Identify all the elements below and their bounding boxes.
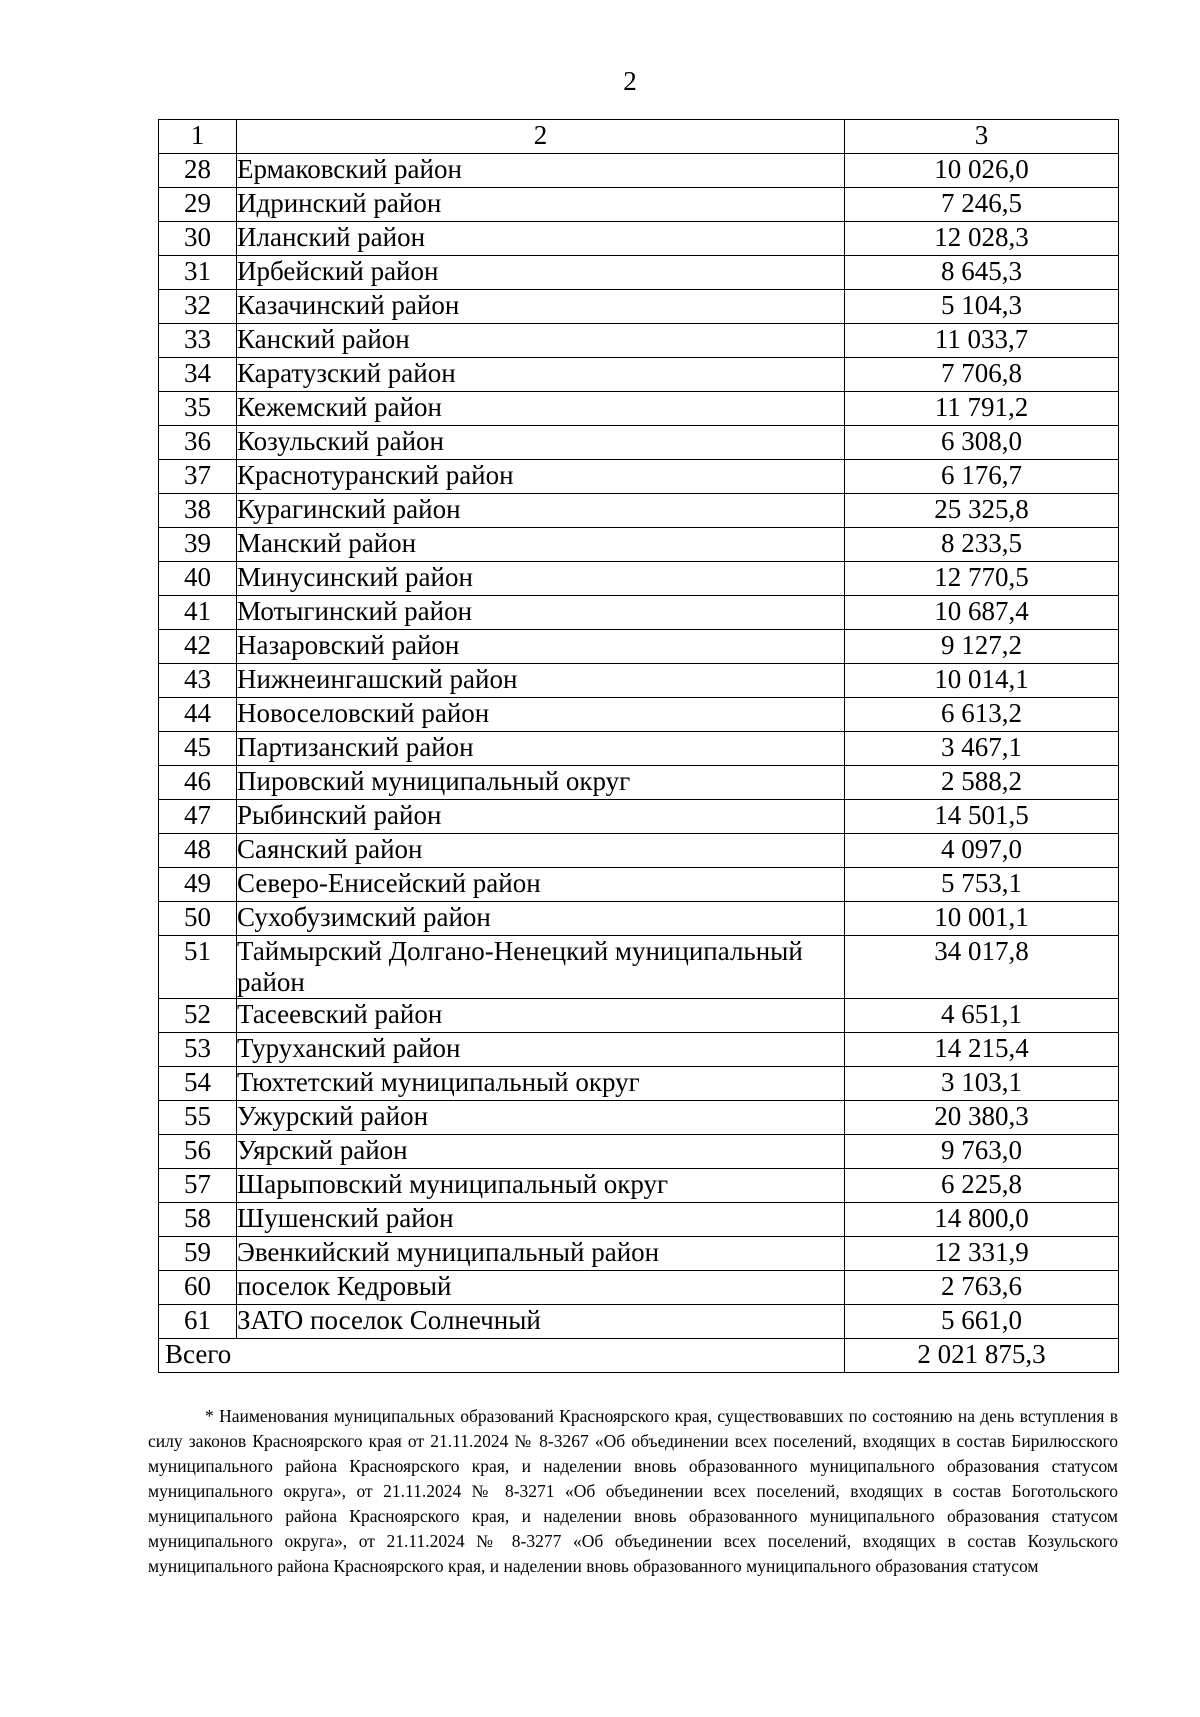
table-row: [159, 1101, 1119, 1135]
table-row: [159, 392, 1119, 426]
row-amount: 34 017,8: [845, 936, 1119, 999]
table-row: [159, 358, 1119, 392]
row-number: 48: [159, 834, 237, 868]
table-row: [159, 426, 1119, 460]
table-body: [159, 120, 1119, 1373]
row-amount: 12 331,9: [845, 1237, 1119, 1271]
row-municipality-name: Саянский район: [237, 834, 845, 868]
row-number: 54: [159, 1067, 237, 1101]
table-row: [159, 154, 1119, 188]
row-municipality-name: Туруханский район: [237, 1033, 845, 1067]
row-amount: 14 215,4: [845, 1033, 1119, 1067]
total-row: [159, 1339, 1119, 1373]
row-municipality-name: Таймырский Долгано-Ненецкий муниципальный район: [237, 936, 845, 999]
row-number: 28: [159, 154, 237, 188]
table-row: [159, 630, 1119, 664]
row-municipality-name: Тюхтетский муниципальный округ: [237, 1067, 845, 1101]
budget-table: [158, 119, 1119, 1373]
row-number: 32: [159, 290, 237, 324]
row-number: 30: [159, 222, 237, 256]
row-number: 61: [159, 1305, 237, 1339]
row-number: 29: [159, 188, 237, 222]
row-municipality-name: Ермаковский район: [237, 154, 845, 188]
row-municipality-name: Идринский район: [237, 188, 845, 222]
row-amount: 8 645,3: [845, 256, 1119, 290]
row-number: 36: [159, 426, 237, 460]
table-row: [159, 936, 1119, 999]
row-number: 53: [159, 1033, 237, 1067]
row-amount: 5 753,1: [845, 868, 1119, 902]
row-amount: 10 014,1: [845, 664, 1119, 698]
table-row: [159, 1169, 1119, 1203]
row-municipality-name: Казачинский район: [237, 290, 845, 324]
row-number: 37: [159, 460, 237, 494]
row-amount: 14 501,5: [845, 800, 1119, 834]
page-number: 2: [623, 66, 637, 96]
row-amount: 7 706,8: [845, 358, 1119, 392]
row-amount: 3 103,1: [845, 1067, 1119, 1101]
header-col-3: 3: [845, 120, 1119, 154]
row-municipality-name: Нижнеингашский район: [237, 664, 845, 698]
row-amount: 2 588,2: [845, 766, 1119, 800]
row-amount: 10 026,0: [845, 154, 1119, 188]
row-amount: 5 104,3: [845, 290, 1119, 324]
row-number: 60: [159, 1271, 237, 1305]
row-amount: 6 225,8: [845, 1169, 1119, 1203]
row-number: 58: [159, 1203, 237, 1237]
table-row: [159, 562, 1119, 596]
row-municipality-name: Шушенский район: [237, 1203, 845, 1237]
total-amount: 2 021 875,3: [845, 1339, 1119, 1373]
row-municipality-name: Краснотуранский район: [237, 460, 845, 494]
table-row: [159, 188, 1119, 222]
row-municipality-name: Уярский район: [237, 1135, 845, 1169]
row-number: 59: [159, 1237, 237, 1271]
table-row: [159, 698, 1119, 732]
row-amount: 9 763,0: [845, 1135, 1119, 1169]
row-municipality-name: Ужурский район: [237, 1101, 845, 1135]
row-number: 51: [159, 936, 237, 999]
row-municipality-name: Северо-Енисейский район: [237, 868, 845, 902]
header-col-2: 2: [237, 120, 845, 154]
row-number: 47: [159, 800, 237, 834]
table-row: [159, 528, 1119, 562]
row-municipality-name: ЗАТО поселок Солнечный: [237, 1305, 845, 1339]
row-municipality-name: Козульский район: [237, 426, 845, 460]
table-row: [159, 494, 1119, 528]
row-municipality-name: поселок Кедровый: [237, 1271, 845, 1305]
row-number: 55: [159, 1101, 237, 1135]
row-amount: 6 613,2: [845, 698, 1119, 732]
table-row: [159, 1203, 1119, 1237]
row-number: 31: [159, 256, 237, 290]
row-municipality-name: Тасеевский район: [237, 999, 845, 1033]
row-amount: 10 001,1: [845, 902, 1119, 936]
total-label: Всего: [159, 1339, 845, 1373]
table-row: [159, 596, 1119, 630]
row-number: 34: [159, 358, 237, 392]
header-col-1: 1: [159, 120, 237, 154]
table-row: [159, 766, 1119, 800]
row-amount: 20 380,3: [845, 1101, 1119, 1135]
row-municipality-name: Каратузский район: [237, 358, 845, 392]
row-amount: 14 800,0: [845, 1203, 1119, 1237]
table-row: [159, 868, 1119, 902]
row-number: 33: [159, 324, 237, 358]
row-municipality-name: Минусинский район: [237, 562, 845, 596]
row-municipality-name: Шарыповский муниципальный округ: [237, 1169, 845, 1203]
row-amount: 12 028,3: [845, 222, 1119, 256]
row-amount: 4 097,0: [845, 834, 1119, 868]
row-amount: 6 308,0: [845, 426, 1119, 460]
row-amount: 2 763,6: [845, 1271, 1119, 1305]
row-municipality-name: Кежемский район: [237, 392, 845, 426]
row-municipality-name: Эвенкийский муниципальный район: [237, 1237, 845, 1271]
table-row: [159, 1033, 1119, 1067]
row-municipality-name: Новоселовский район: [237, 698, 845, 732]
table-row: [159, 1135, 1119, 1169]
row-amount: 4 651,1: [845, 999, 1119, 1033]
table-header-row: [159, 120, 1119, 154]
row-municipality-name: Канский район: [237, 324, 845, 358]
row-number: 40: [159, 562, 237, 596]
row-number: 50: [159, 902, 237, 936]
row-amount: 5 661,0: [845, 1305, 1119, 1339]
row-number: 41: [159, 596, 237, 630]
row-number: 38: [159, 494, 237, 528]
table-row: [159, 290, 1119, 324]
row-municipality-name: Пировский муниципальный округ: [237, 766, 845, 800]
table-row: [159, 999, 1119, 1033]
row-number: 45: [159, 732, 237, 766]
row-municipality-name: Манский район: [237, 528, 845, 562]
table-row: [159, 324, 1119, 358]
table-row: [159, 1271, 1119, 1305]
row-number: 46: [159, 766, 237, 800]
row-municipality-name: Ирбейский район: [237, 256, 845, 290]
row-number: 56: [159, 1135, 237, 1169]
row-municipality-name: Рыбинский район: [237, 800, 845, 834]
row-municipality-name: Курагинский район: [237, 494, 845, 528]
table-row: [159, 732, 1119, 766]
table-row: [159, 460, 1119, 494]
row-amount: 7 246,5: [845, 188, 1119, 222]
table-row: [159, 1067, 1119, 1101]
row-amount: 11 033,7: [845, 324, 1119, 358]
table-row: [159, 1237, 1119, 1271]
row-municipality-name: Назаровский район: [237, 630, 845, 664]
row-amount: 6 176,7: [845, 460, 1119, 494]
table-row: [159, 902, 1119, 936]
row-number: 43: [159, 664, 237, 698]
footnote: * Наименования муниципальных образований Красноярского края, существовавших по состоянию на день вступления в силу законов Красноярского края от 21.11.2024 № 8-3267 «Об объединении всех поселений, входящих в состав Бирилюсского муниципального района Красноярского края, и наделении вновь образованного муниципального образования статусом муниципального округа», от 21.11.2024 № 8-3271 «Об объединении всех поселений, входящих в состав Боготольского муниципального района Красноярского края, и наделении вновь образованного муниципального образования статусом муниципального округа», от 21.11.2024 № 8-3277 «Об объединении всех поселений, входящих в состав Козульского муниципального района Красноярского края, и наделении вновь образованного муниципального образования статусом: [148, 1406, 1118, 1576]
table-row: [159, 222, 1119, 256]
row-municipality-name: Сухобузимский район: [237, 902, 845, 936]
row-amount: 8 233,5: [845, 528, 1119, 562]
row-amount: 10 687,4: [845, 596, 1119, 630]
row-amount: 3 467,1: [845, 732, 1119, 766]
row-number: 57: [159, 1169, 237, 1203]
row-number: 52: [159, 999, 237, 1033]
row-number: 39: [159, 528, 237, 562]
table-row: [159, 1305, 1119, 1339]
row-amount: 25 325,8: [845, 494, 1119, 528]
row-number: 42: [159, 630, 237, 664]
row-municipality-name: Партизанский район: [237, 732, 845, 766]
table-row: [159, 664, 1119, 698]
row-municipality-name: Мотыгинский район: [237, 596, 845, 630]
row-amount: 11 791,2: [845, 392, 1119, 426]
row-number: 35: [159, 392, 237, 426]
row-amount: 9 127,2: [845, 630, 1119, 664]
table-row: [159, 256, 1119, 290]
table-row: [159, 800, 1119, 834]
row-amount: 12 770,5: [845, 562, 1119, 596]
row-municipality-name: Иланский район: [237, 222, 845, 256]
table-row: [159, 834, 1119, 868]
row-number: 49: [159, 868, 237, 902]
row-number: 44: [159, 698, 237, 732]
